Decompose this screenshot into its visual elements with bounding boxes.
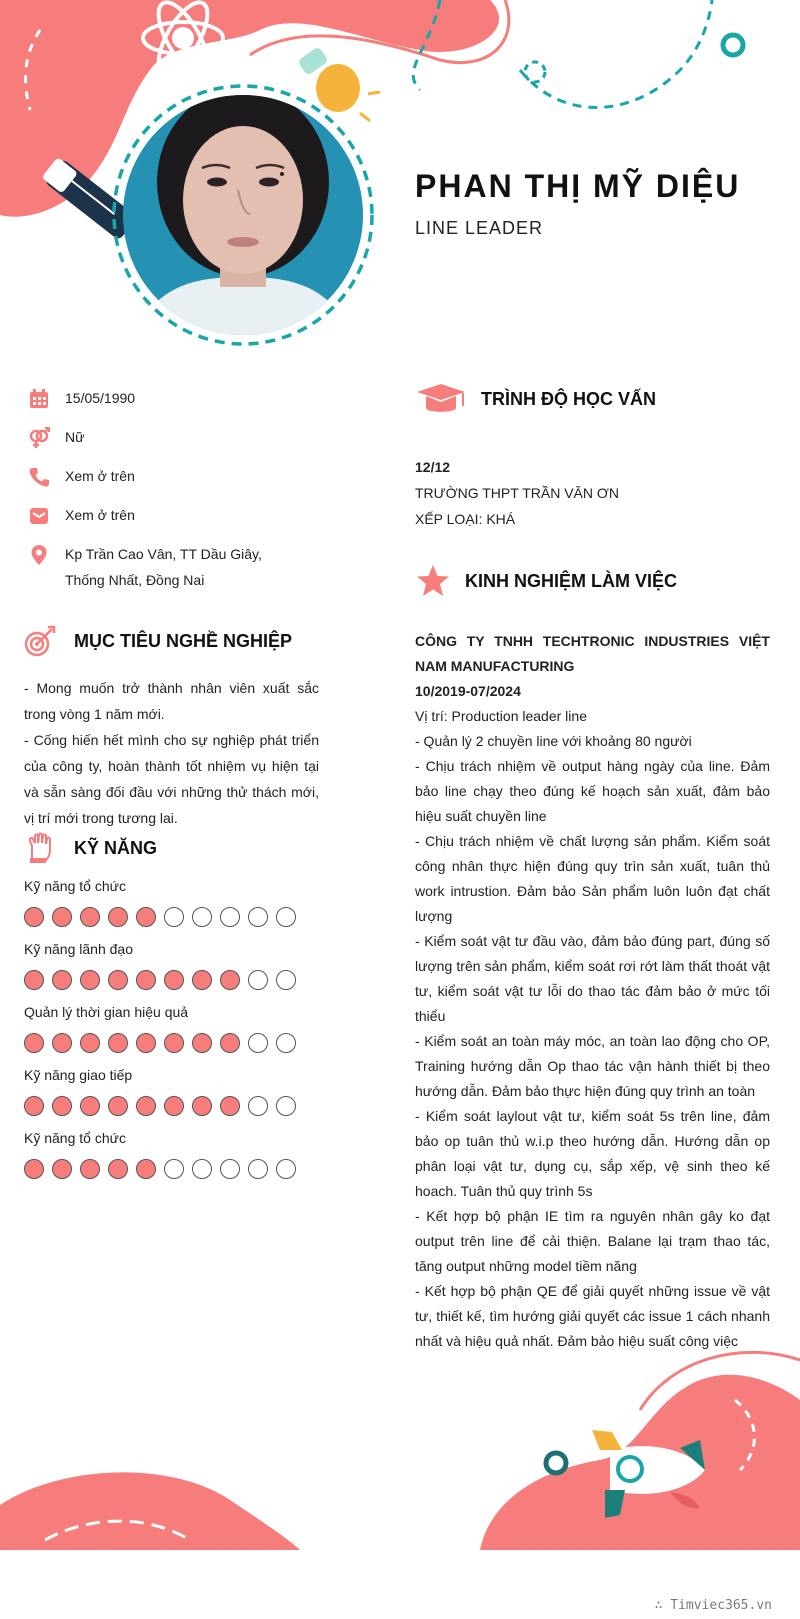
- skill-name: Kỹ năng tổ chức: [24, 1130, 126, 1146]
- rating-dot-filled: [192, 1033, 212, 1053]
- skill-name: Kỹ năng lãnh đạo: [24, 941, 133, 957]
- contact-item-gender: [28, 427, 328, 450]
- skill-item: [24, 878, 324, 927]
- rating-dot-filled: [24, 907, 44, 927]
- skill-item: [24, 1067, 324, 1116]
- rating-dot-filled: [164, 970, 184, 990]
- skill-rating: [24, 907, 324, 927]
- education-grade: XẾP LOẠI: KHÁ: [415, 511, 516, 527]
- skill-name: Kỹ năng giao tiếp: [24, 1067, 133, 1083]
- experience-entry: [415, 629, 770, 1354]
- rating-dot-filled: [220, 1096, 240, 1116]
- experience-line: - Quản lý 2 chuyền line với khoảng 80 người: [415, 733, 692, 749]
- skill-rating: [24, 1096, 324, 1116]
- contact-phone: Xem ở trên: [65, 468, 135, 484]
- experience-line: - Kết hợp bộ phận IE tìm ra nguyên nhân gây ko đạt output trên line để cải thiện. Balane lại trạm thao tác, tăng output những model tiềm năng: [415, 1208, 770, 1274]
- rating-dot-empty: [248, 1159, 268, 1179]
- rating-dot-empty: [220, 907, 240, 927]
- contact-item-email: [28, 505, 328, 528]
- rating-dot-filled: [136, 1159, 156, 1179]
- contact-gender: Nữ: [65, 429, 85, 445]
- email-icon: [28, 505, 50, 527]
- objective-line: - Cống hiến hết mình cho sự nghiệp phát triển của công ty, hoàn thành tốt nhiệm vụ hiện tại và sẵn sàng đối đầu với những thử thách mới, vị trí mới trong tương lai.: [24, 732, 319, 826]
- rating-dot-empty: [220, 1159, 240, 1179]
- rating-dot-filled: [80, 907, 100, 927]
- rating-dot-filled: [136, 1096, 156, 1116]
- contact-birthday: 15/05/1990: [65, 390, 136, 406]
- rating-dot-filled: [192, 1096, 212, 1116]
- education-period: 12/12: [415, 459, 451, 475]
- rating-dot-empty: [248, 1033, 268, 1053]
- rating-dot-empty: [248, 970, 268, 990]
- rating-dot-filled: [24, 1096, 44, 1116]
- rating-dot-filled: [52, 907, 72, 927]
- experience-title: KINH NGHIỆM LÀM VIỆC: [465, 570, 678, 591]
- experience-line: - Kiểm soát laylout vật tư, kiểm soát 5s trên line, đảm bảo op tuân thủ w.i.p theo hướng dẫn. Hướng dẫn op phân loại vật tư, dụng cụ, sắp xếp, vệ sinh theo kế hoach. Tuân thủ quy trình 5s: [415, 1108, 770, 1199]
- skill-name: Kỹ năng tổ chức: [24, 878, 126, 894]
- experience-line: Vị trí: Production leader line: [415, 708, 587, 724]
- education-section: [415, 382, 770, 532]
- rating-dot-filled: [24, 1159, 44, 1179]
- rating-dot-filled: [164, 1096, 184, 1116]
- rating-dot-filled: [136, 970, 156, 990]
- objective-section: [24, 625, 319, 831]
- skill-item: [24, 941, 324, 990]
- rating-dot-filled: [80, 970, 100, 990]
- avatar: [110, 82, 376, 348]
- rating-dot-filled: [52, 1096, 72, 1116]
- objective-line: - Mong muốn trở thành nhân viên xuất sắc trong vòng 1 năm mới.: [24, 680, 319, 722]
- rating-dot-empty: [276, 1159, 296, 1179]
- rating-dot-filled: [136, 907, 156, 927]
- education-title: TRÌNH ĐỘ HỌC VẤN: [481, 388, 656, 409]
- rating-dot-empty: [276, 970, 296, 990]
- rating-dot-filled: [164, 1033, 184, 1053]
- rating-dot-filled: [108, 970, 128, 990]
- full-name: PHAN THỊ MỸ DIỆU: [415, 168, 741, 204]
- experience-line: - Kết hợp bộ phận QE để giải quyết những issue về vật tư, thiết kế, tìm hướng giải quyết các issue 1 cách nhanh nhất và hiệu quả nhất. Đảm bảo hiệu suất công việc: [415, 1283, 770, 1349]
- rating-dot-empty: [248, 907, 268, 927]
- education-header: [415, 382, 770, 416]
- rating-dot-empty: [164, 907, 184, 927]
- skill-item: [24, 1004, 324, 1053]
- rating-dot-filled: [52, 970, 72, 990]
- target-icon: [24, 625, 56, 657]
- experience-line: - Chịu trách nhiệm về chất lượng sản phẩm. Kiểm soát công nhân thực hiện đúng quy trìn sản xuất, tuân thủ work intrustion. Đảm bảo Sản phẩm luôn luôn đạt chất lượng: [415, 833, 770, 924]
- experience-line: - Chịu trách nhiệm về output hàng ngày của line. Đảm bảo line chạy theo đúng kế hoạch sản xuất, đảm bảo hiệu suất chuyền line: [415, 758, 770, 824]
- rating-dot-empty: [164, 1159, 184, 1179]
- rating-dot-filled: [192, 970, 212, 990]
- rating-dot-empty: [192, 1159, 212, 1179]
- rating-dot-empty: [276, 907, 296, 927]
- rating-dot-filled: [52, 1033, 72, 1053]
- experience-section: [415, 563, 770, 1354]
- contact-email: Xem ở trên: [65, 507, 135, 523]
- rating-dot-filled: [24, 970, 44, 990]
- skills-title: KỸ NĂNG: [74, 837, 158, 858]
- experience-header: [415, 563, 770, 599]
- experience-line: - Kiểm soát vật tư đầu vào, đảm bảo đúng part, đúng số lượng trên sản phẩm, kiểm soát rơi rớt làm thất thoát vật tư, kiểm soát vật tư lỗi do thao tác đảm bảo ở mức tối thiểu: [415, 933, 770, 1024]
- rating-dot-filled: [108, 1033, 128, 1053]
- experience-details: [415, 704, 770, 1354]
- rating-dot-empty: [276, 1033, 296, 1053]
- experience-line: - Kiểm soát an toàn máy móc, an toàn lao động cho OP, Training hướng dẫn Op thao tác vận hành thiết bị theo hướng dẫn. Đảm bảo thực hiện đúng quy trình an toàn: [415, 1033, 770, 1099]
- education-school: TRƯỜNG THPT TRẦN VĂN ƠN: [415, 485, 619, 501]
- objective-title: MỤC TIÊU NGHỀ NGHIỆP: [74, 630, 293, 651]
- rating-dot-empty: [248, 1096, 268, 1116]
- skills-section: [24, 832, 324, 1179]
- star-icon: [415, 563, 451, 599]
- graduation-cap-icon: [415, 382, 467, 416]
- rating-dot-filled: [52, 1159, 72, 1179]
- rating-dot-filled: [220, 970, 240, 990]
- rating-dot-filled: [136, 1033, 156, 1053]
- footer-decoration: [0, 1340, 800, 1619]
- gender-icon: [28, 427, 50, 449]
- experience-company: CÔNG TY TNHH TECHTRONIC INDUSTRIES VIỆT NAM MANUFACTURING: [415, 633, 770, 674]
- skill-rating: [24, 970, 324, 990]
- contact-item-address: [28, 544, 328, 593]
- objective-header: [24, 625, 319, 657]
- hand-icon: [24, 832, 56, 864]
- rating-dot-filled: [80, 1096, 100, 1116]
- skill-rating: [24, 1033, 324, 1053]
- rating-dot-filled: [220, 1033, 240, 1053]
- calendar-icon: [28, 388, 50, 410]
- rating-dot-filled: [108, 1159, 128, 1179]
- rating-dot-empty: [192, 907, 212, 927]
- rating-dot-filled: [80, 1033, 100, 1053]
- job-title: LINE LEADER: [415, 218, 544, 238]
- watermark: ∴ Timviec365.vn: [654, 1598, 772, 1613]
- rating-dot-filled: [108, 907, 128, 927]
- skill-list: [24, 878, 324, 1179]
- contact-item-phone: [28, 466, 328, 489]
- skills-header: [24, 832, 324, 864]
- objective-text: [24, 675, 319, 831]
- phone-icon: [28, 466, 50, 488]
- rating-dot-empty: [276, 1096, 296, 1116]
- skill-name: Quản lý thời gian hiệu quả: [24, 1004, 189, 1020]
- contact-address: Kp Trần Cao Vân, TT Dầu Giây, Thống Nhất, Đồng Nai: [65, 546, 262, 588]
- contact-item-birthday: [28, 388, 328, 411]
- skill-item: [24, 1130, 324, 1179]
- skill-rating: [24, 1159, 324, 1179]
- rating-dot-filled: [108, 1096, 128, 1116]
- education-entry: [415, 454, 770, 532]
- experience-period: 10/2019-07/2024: [415, 683, 521, 699]
- location-icon: [28, 544, 50, 566]
- rating-dot-filled: [80, 1159, 100, 1179]
- contact-list: [28, 388, 328, 609]
- rating-dot-filled: [24, 1033, 44, 1053]
